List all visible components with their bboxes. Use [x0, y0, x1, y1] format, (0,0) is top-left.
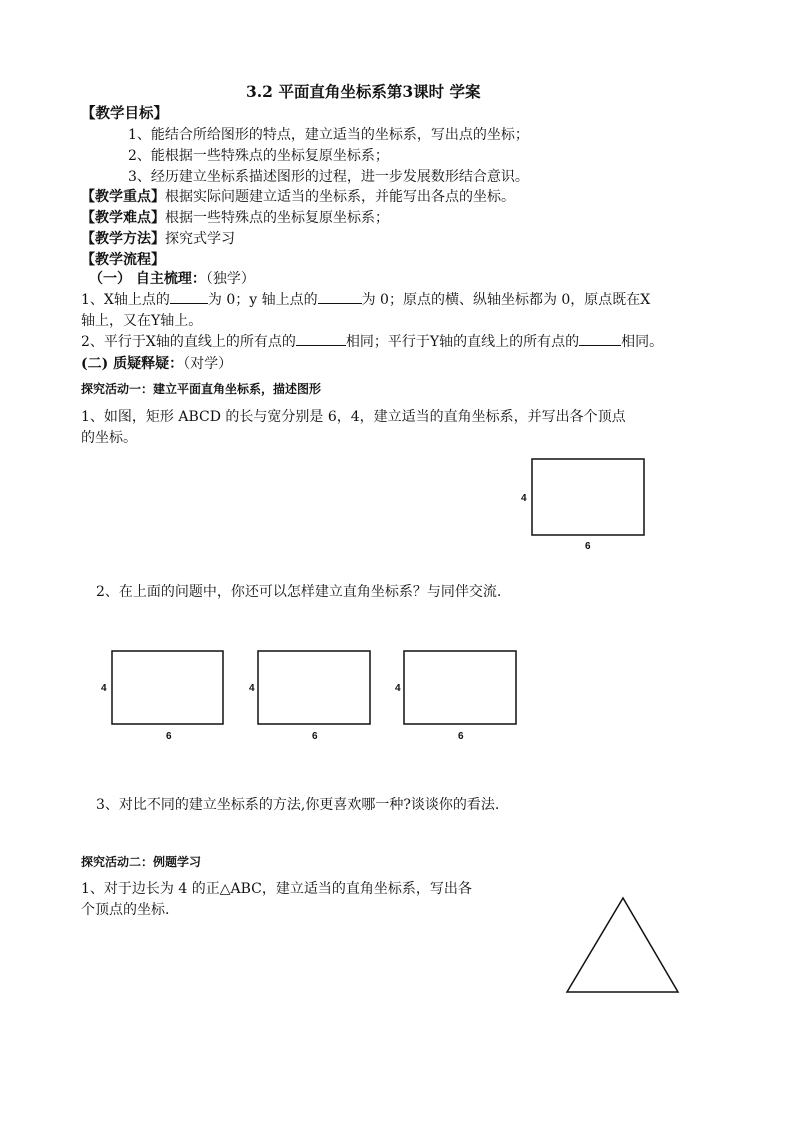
rect-height-label: 4	[249, 683, 255, 694]
q2-blank-1[interactable]	[296, 332, 346, 346]
q1-text-a: 1、X轴上点的	[81, 292, 170, 308]
rect-width-label: 6	[458, 731, 464, 742]
rectangle-shape	[532, 459, 644, 535]
method	[81, 228, 235, 248]
activity1-q1-line2: 的坐标。	[81, 430, 137, 446]
section1-title: （一） 自主梳理：	[89, 271, 206, 287]
difficulty-text: 根据一些特殊点的坐标复原坐标系；	[165, 210, 389, 226]
objective-item-2: 2、能根据一些特殊点的坐标复原坐标系；	[128, 148, 389, 164]
q2-text-c: 相同。	[621, 334, 664, 350]
q2-text-a: 2、平行于X轴的直线上的所有点的	[81, 334, 296, 350]
triangle-figure	[560, 892, 686, 1000]
process-header: 【教学流程】	[81, 252, 165, 268]
objectives-header: 【教学目标】	[81, 105, 168, 122]
section1-q1-line2: 轴上，又在Y轴上。	[81, 313, 203, 329]
rect-height-label: 4	[101, 683, 107, 694]
triangle-shape	[567, 898, 678, 992]
rectangle-shape	[112, 651, 223, 724]
q1-blank-2[interactable]	[318, 290, 362, 304]
difficulty-label: 【教学难点】	[81, 210, 165, 226]
rectangle-shape	[404, 651, 516, 724]
section2-title: (二) 质疑释疑：	[81, 356, 184, 372]
section2-note: （对学）	[183, 356, 233, 372]
objective-item-3: 3、经历建立坐标系描述图形的过程，进一步发展数形结合意识。	[128, 169, 529, 185]
section1-q1	[81, 289, 650, 309]
key-point-label: 【教学重点】	[81, 189, 165, 205]
activity2-title: 探究活动二：例题学习	[81, 855, 202, 869]
method-label: 【教学方法】	[81, 231, 165, 247]
key-point-text: 根据实际问题建立适当的坐标系，并能写出各点的坐标。	[165, 189, 515, 205]
section1-note: （独学）	[205, 271, 255, 287]
q2-blank-2[interactable]	[579, 332, 621, 346]
section1-header	[89, 268, 255, 288]
rect-width-label: 6	[166, 731, 172, 742]
activity2-q1-line1: 1、对于边长为 4 的正△ABC，建立适当的直角坐标系，写出各	[81, 881, 472, 897]
difficulty	[81, 207, 389, 227]
section1-q2	[81, 331, 663, 351]
objective-item-1: 1、能结合所给图形的特点，建立适当的坐标系，写出点的坐标；	[128, 127, 529, 143]
page-title: 3.2 平面直角坐标系第3课时 学案	[246, 82, 481, 101]
activity1-q3: 3、对比不同的建立坐标系的方法,你更喜欢哪一种?谈谈你的看法.	[96, 797, 500, 813]
activity2-q1-line2: 个顶点的坐标.	[81, 902, 170, 918]
rectangle-figure-3	[392, 646, 528, 746]
rect-width-label: 6	[312, 731, 318, 742]
activity1-q1-line1: 1、如图，矩形 ABCD 的长与宽分别是 6，4，建立适当的直角坐标系，并写出各个顶点	[81, 409, 626, 425]
rectangle-shape	[258, 651, 370, 724]
key-point	[81, 186, 515, 206]
section2-header	[81, 353, 232, 373]
rectangle-figure-1	[98, 646, 234, 746]
q2-text-b: 相同；平行于Y轴的直线上的所有点的	[345, 334, 580, 350]
rectangle-figure-2	[246, 646, 382, 746]
rectangle-figure	[515, 455, 655, 555]
rect-width-label: 6	[585, 541, 591, 552]
q1-text-c: 为 0；原点的横、纵轴坐标都为 0，原点既在X	[361, 292, 651, 308]
q1-blank-1[interactable]	[170, 290, 208, 304]
rect-height-label: 4	[395, 683, 401, 694]
activity1-title: 探究活动一：建立平面直角坐标系，描述图形	[81, 382, 322, 396]
method-text: 探究式学习	[165, 231, 235, 247]
rect-height-label: 4	[521, 493, 527, 504]
q1-text-b: 为 0；y 轴上点的	[207, 292, 318, 308]
activity1-q2: 2、在上面的问题中，你还可以怎样建立直角坐标系？与同伴交流.	[96, 584, 502, 600]
